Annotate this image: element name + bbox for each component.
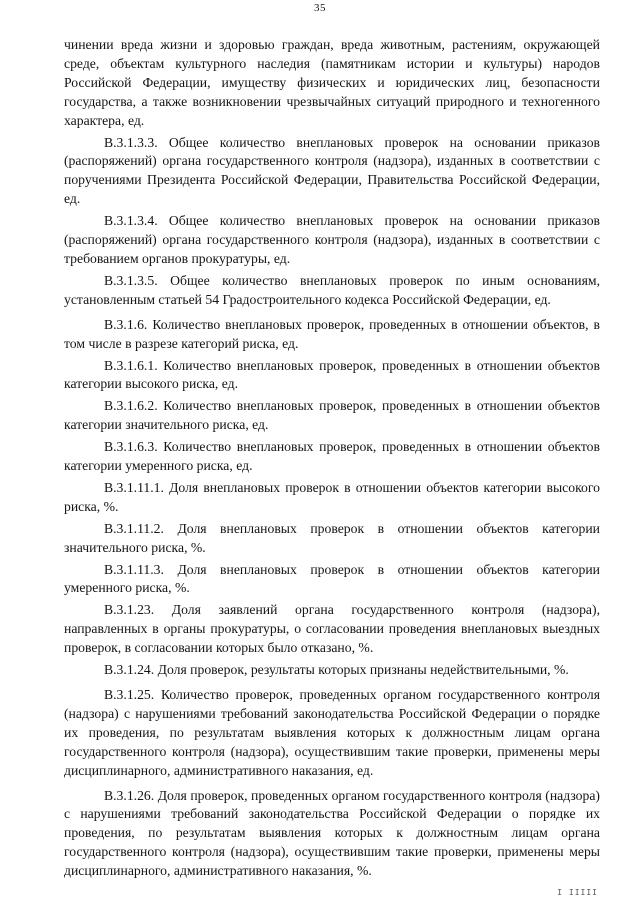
paragraph-b31111: В.3.1.11.1. Доля внеплановых проверок в отношении объектов категории высокого риска, %. xyxy=(64,479,600,514)
paragraph-b3123: В.3.1.23. Доля заявлений органа государственного контроля (надзора), направленных в органы прокуратуры, о согласовании проведения внеплановых выездных проверок, в согласовании которых было отказано, %. xyxy=(64,602,600,656)
paragraph-b3161: В.3.1.6.1. Количество внеплановых проверок, проведенных в отношении объектов категории высокого риска, ед. xyxy=(64,357,600,392)
paragraph-continuation: чинении вреда жизни и здоровью граждан, вреда животным, растениям, окружающей среде, объектам культурного наследия (памятникам истории и культуры) народов Российской Федерации, имуществу физических и юридических лиц, безопасности государства, а также возникновении чрезвычайных ситуаций природного и техногенного характера, ед. xyxy=(64,37,600,128)
paragraph-b3124: В.3.1.24. Доля проверок, результаты которых признаны недействительными, %. xyxy=(104,662,569,678)
document-body xyxy=(64,36,600,881)
paragraph-b3163: В.3.1.6.3. Количество внеплановых проверок, проведенных в отношении объектов категории умеренного риска, ед. xyxy=(64,439,600,474)
paragraph-b3135: В.3.1.3.5. Общее количество внеплановых проверок по иным основаниям, установленным статьей 54 Градостроительного кодекса Российской Федерации, ед. xyxy=(64,272,600,307)
paragraph-b31113: В.3.1.11.3. Доля внеплановых проверок в отношении объектов категории умеренного риска, %. xyxy=(64,561,600,596)
paragraph-b3125: В.3.1.25. Количество проверок, проведенных органом государственного контроля (надзора) с нарушениями требований законодательства Российской Федерации о порядке их проведения, по результатам выявления которых к должностным лицам органа государственного контроля (надзора), осуществившим такие проверки, применены меры дисциплинарного, административного наказания, ед. xyxy=(64,687,600,778)
paragraph-b3162: В.3.1.6.2. Количество внеплановых проверок, проведенных в отношении объектов категории значительного риска, ед. xyxy=(64,398,600,433)
page-number: 35 xyxy=(314,2,326,14)
paragraph-b3126: В.3.1.26. Доля проверок, проведенных органом государственного контроля (надзора) с нарушениями требований законодательства Российской Федерации о порядке их проведения, по результатам выявления которых к должностным лицам органа государственного контроля (надзора), осуществившим такие проверки, применены меры дисциплинарного, административного наказания, %. xyxy=(64,787,600,879)
paragraph-b3133: В.3.1.3.3. Общее количество внеплановых проверок на основании приказов (распоряжений) органа государственного контроля (надзора), изданных в соответствии с поручениями Президента Российской Федерации, Правительства Российской Федерации, ед. xyxy=(64,134,600,207)
paragraph-b31112: В.3.1.11.2. Доля внеплановых проверок в отношении объектов категории значительного риска, %. xyxy=(64,520,600,555)
scan-marks: I IIIII xyxy=(557,888,598,897)
paragraph-b3134: В.3.1.3.4. Общее количество внеплановых проверок на основании приказов (распоряжений) органа государственного контроля (надзора), изданных в соответствии с требованием органов прокуратуры, ед. xyxy=(64,213,600,266)
paragraph-b316: В.3.1.6. Количество внеплановых проверок, проведенных в отношении объектов, в том числе в разрезе категорий риска, ед. xyxy=(64,316,600,351)
